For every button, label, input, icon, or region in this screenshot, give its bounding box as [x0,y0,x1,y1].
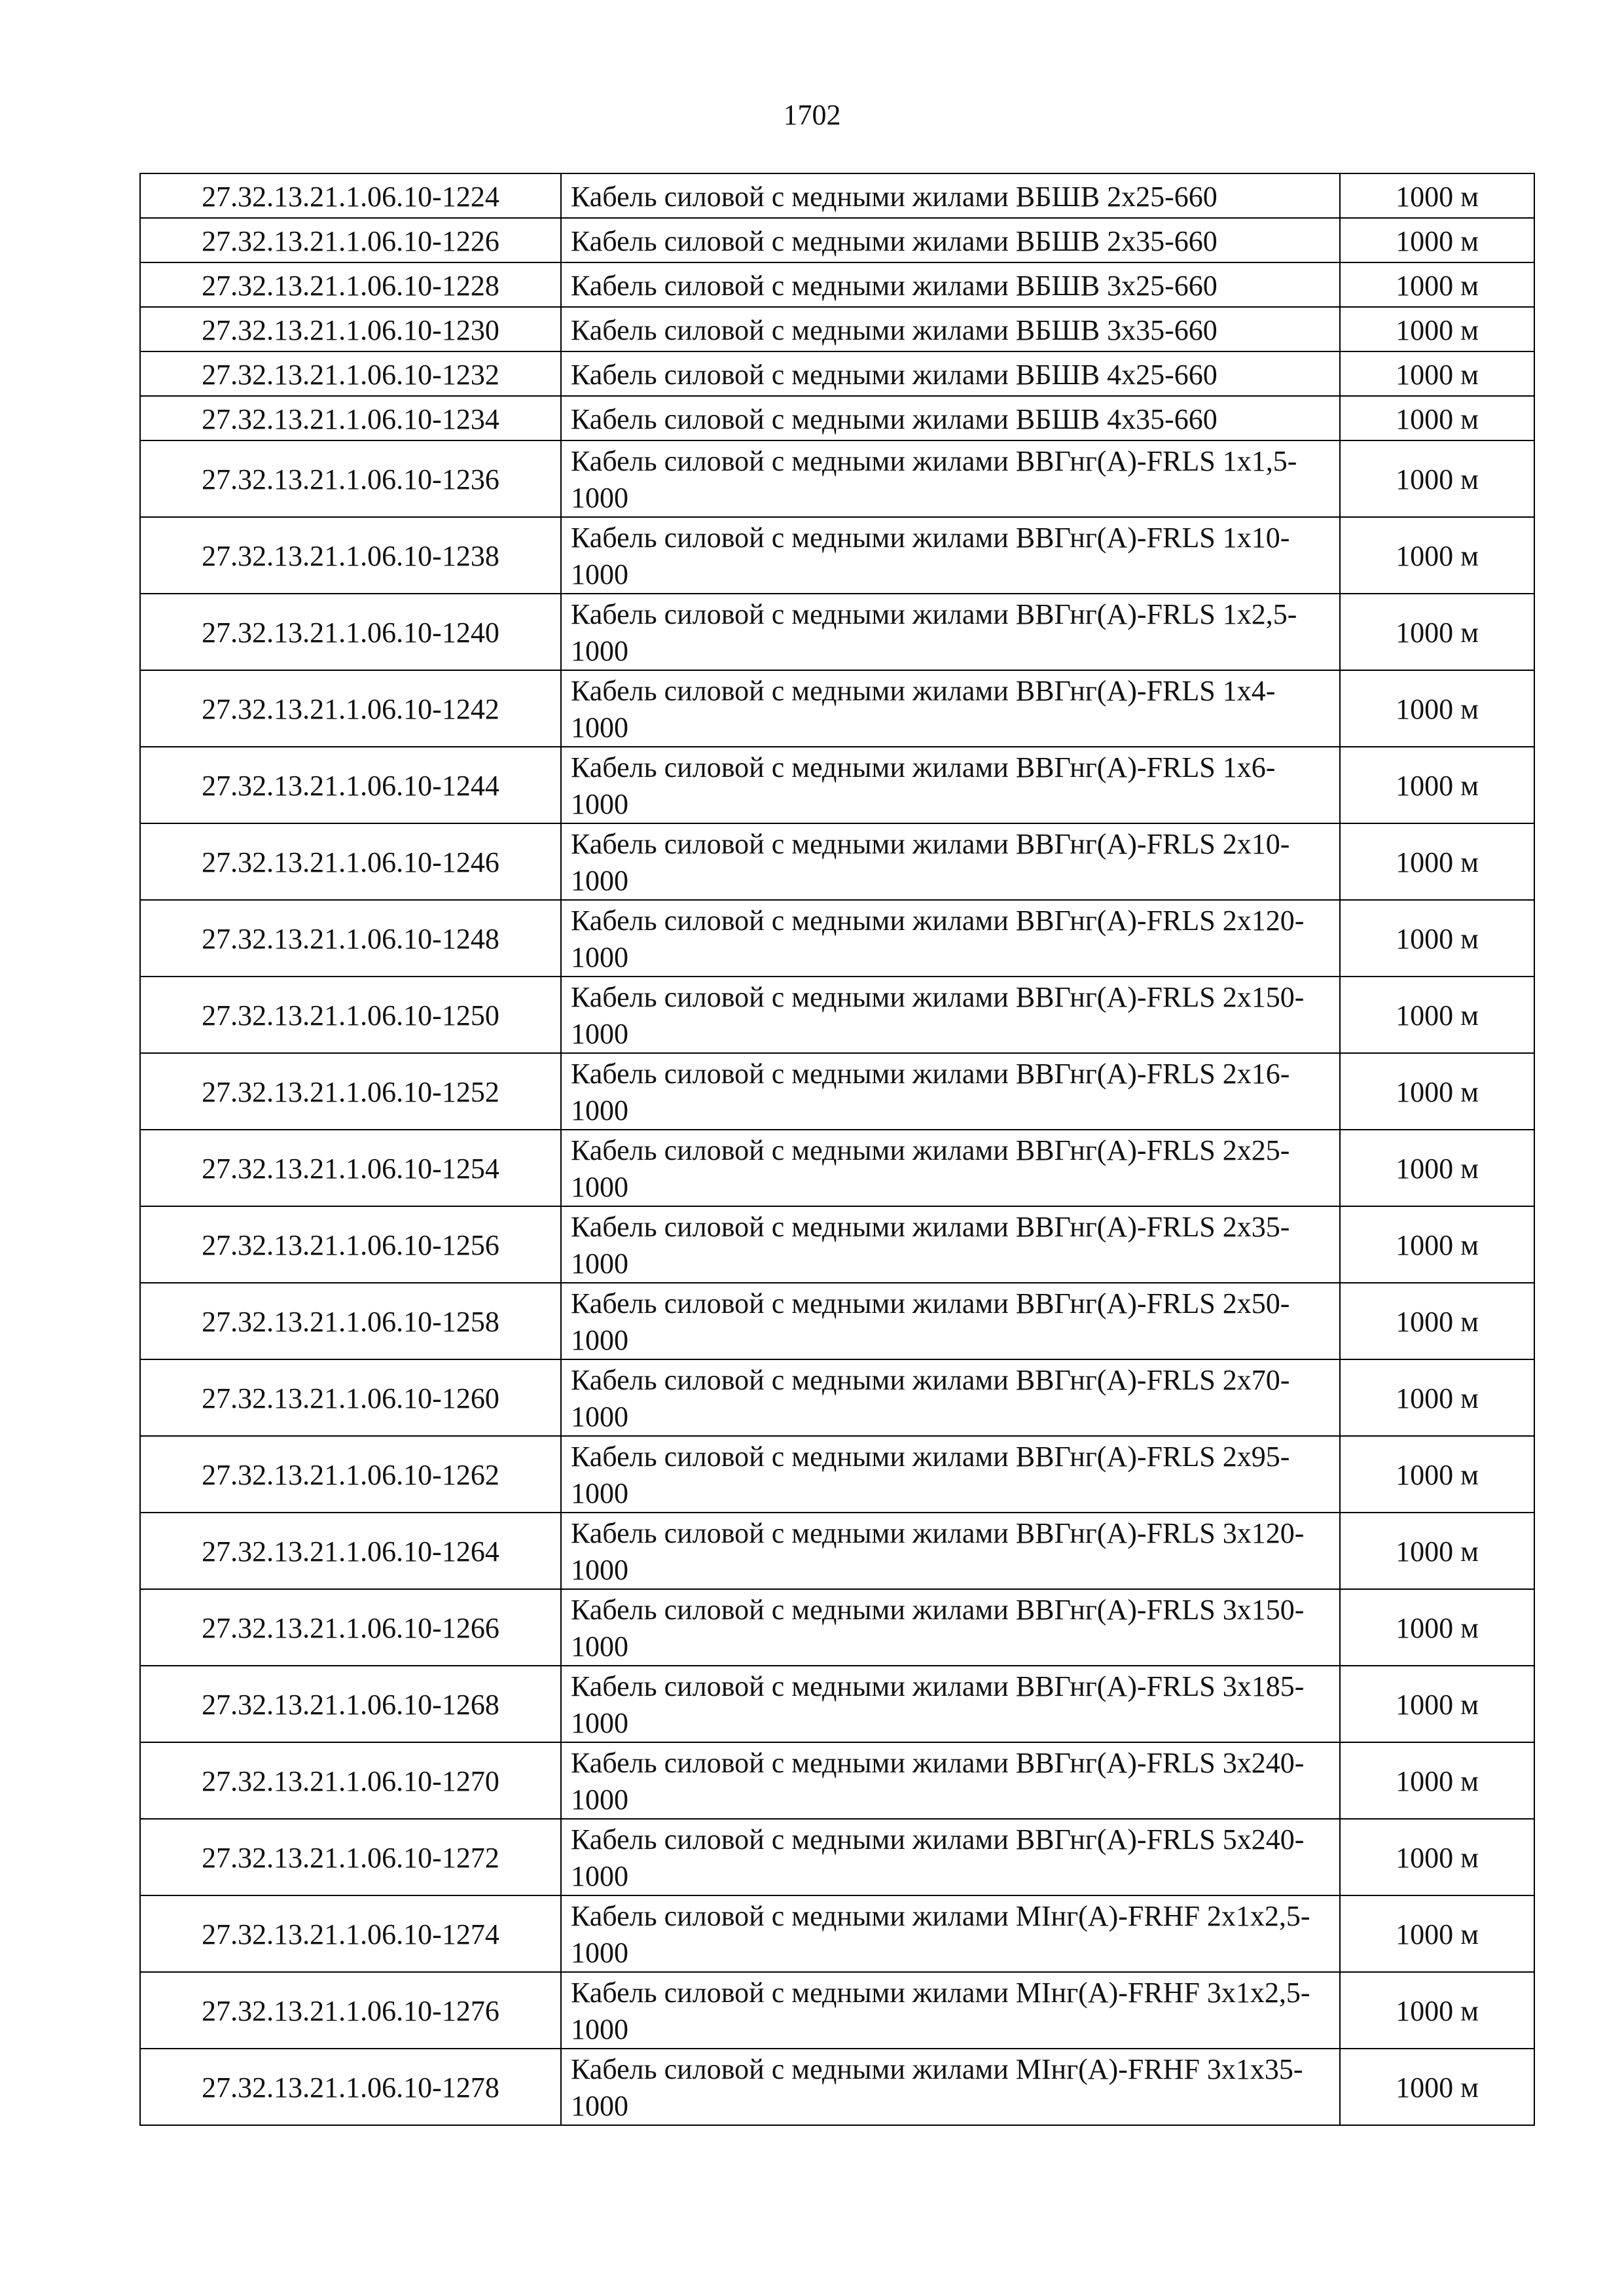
table-row [140,1589,1534,1666]
page-number: 1702 [783,99,841,131]
resource-code: 27.32.13.21.1.06.10-1276 [140,1972,561,2049]
resource-name: Кабель силовой с медными жилами ВВГнг(А)-FRLS 2х95-1000 [561,1436,1340,1513]
table-row [140,670,1534,747]
resource-unit: 1000 м [1340,396,1534,440]
resource-name: Кабель силовой с медными жилами ВВГнг(А)-FRLS 2х25-1000 [561,1130,1340,1206]
resource-unit: 1000 м [1340,218,1534,262]
resource-unit: 1000 м [1340,823,1534,900]
resource-code: 27.32.13.21.1.06.10-1230 [140,307,561,351]
table-row [140,1819,1534,1895]
resource-code: 27.32.13.21.1.06.10-1252 [140,1053,561,1130]
table-row [140,396,1534,440]
resource-name: Кабель силовой с медными жилами ВВГнг(А)-FRLS 1х2,5-1000 [561,594,1340,670]
resource-unit: 1000 м [1340,1359,1534,1436]
resource-code: 27.32.13.21.1.06.10-1268 [140,1666,561,1742]
resource-name: Кабель силовой с медными жилами ВБШВ 3х25-660 [561,262,1340,307]
resource-name: Кабель силовой с медными жилами МІнг(А)-FRHF 2х1х2,5-1000 [561,1895,1340,1972]
resource-code: 27.32.13.21.1.06.10-1274 [140,1895,561,1972]
table-row [140,1283,1534,1359]
table-row [140,1359,1534,1436]
resource-unit: 1000 м [1340,1053,1534,1130]
table-row [140,1206,1534,1283]
table-row [140,440,1534,517]
resource-unit: 1000 м [1340,747,1534,823]
resource-table [139,173,1535,2126]
resource-unit: 1000 м [1340,1819,1534,1895]
resource-code: 27.32.13.21.1.06.10-1272 [140,1819,561,1895]
resource-name: Кабель силовой с медными жилами ВВГнг(А)-FRLS 1х4-1000 [561,670,1340,747]
resource-unit: 1000 м [1340,900,1534,977]
resource-unit: 1000 м [1340,1436,1534,1513]
table-row [140,977,1534,1053]
table-row [140,307,1534,351]
resource-code: 27.32.13.21.1.06.10-1258 [140,1283,561,1359]
resource-unit: 1000 м [1340,1206,1534,1283]
resource-unit: 1000 м [1340,1666,1534,1742]
resource-code: 27.32.13.21.1.06.10-1254 [140,1130,561,1206]
resource-code: 27.32.13.21.1.06.10-1250 [140,977,561,1053]
resource-code: 27.32.13.21.1.06.10-1240 [140,594,561,670]
resource-code: 27.32.13.21.1.06.10-1242 [140,670,561,747]
resource-name: Кабель силовой с медными жилами ВВГнг(А)-FRLS 5х240-1000 [561,1819,1340,1895]
resource-code: 27.32.13.21.1.06.10-1244 [140,747,561,823]
resource-name: Кабель силовой с медными жилами ВВГнг(А)-FRLS 2х70-1000 [561,1359,1340,1436]
table-row [140,1972,1534,2049]
table-row [140,594,1534,670]
resource-unit: 1000 м [1340,2049,1534,2125]
resource-name: Кабель силовой с медными жилами ВВГнг(А)-FRLS 3х120-1000 [561,1513,1340,1589]
resource-name: Кабель силовой с медными жилами ВВГнг(А)-FRLS 2х50-1000 [561,1283,1340,1359]
table-row [140,2049,1534,2125]
resource-code: 27.32.13.21.1.06.10-1278 [140,2049,561,2125]
table-row [140,823,1534,900]
table-row [140,262,1534,307]
resource-code: 27.32.13.21.1.06.10-1266 [140,1589,561,1666]
resource-unit: 1000 м [1340,1972,1534,2049]
resource-name: Кабель силовой с медными жилами ВВГнг(А)-FRLS 2х150-1000 [561,977,1340,1053]
resource-code: 27.32.13.21.1.06.10-1234 [140,396,561,440]
resource-name: Кабель силовой с медными жилами ВБШВ 2х35-660 [561,218,1340,262]
resource-unit: 1000 м [1340,1895,1534,1972]
table-row [140,218,1534,262]
resource-code: 27.32.13.21.1.06.10-1232 [140,351,561,396]
resource-code: 27.32.13.21.1.06.10-1262 [140,1436,561,1513]
resource-name: Кабель силовой с медными жилами ВБШВ 2х25-660 [561,173,1340,218]
table-row [140,1895,1534,1972]
table-row [140,517,1534,594]
resource-name: Кабель силовой с медными жилами ВВГнг(А)-FRLS 1х1,5-1000 [561,440,1340,517]
resource-unit: 1000 м [1340,440,1534,517]
resource-code: 27.32.13.21.1.06.10-1238 [140,517,561,594]
resource-code: 27.32.13.21.1.06.10-1256 [140,1206,561,1283]
resource-unit: 1000 м [1340,1742,1534,1819]
resource-name: Кабель силовой с медными жилами ВБШВ 4х25-660 [561,351,1340,396]
resource-name: Кабель силовой с медными жилами ВБШВ 3х35-660 [561,307,1340,351]
resource-unit: 1000 м [1340,670,1534,747]
resource-name: Кабель силовой с медными жилами МІнг(А)-FRHF 3х1х35-1000 [561,2049,1340,2125]
resource-unit: 1000 м [1340,1589,1534,1666]
resource-unit: 1000 м [1340,517,1534,594]
resource-code: 27.32.13.21.1.06.10-1264 [140,1513,561,1589]
resource-code: 27.32.13.21.1.06.10-1248 [140,900,561,977]
resource-unit: 1000 м [1340,307,1534,351]
resource-code: 27.32.13.21.1.06.10-1228 [140,262,561,307]
table-row [140,1130,1534,1206]
resource-unit: 1000 м [1340,262,1534,307]
resource-name: Кабель силовой с медными жилами МІнг(А)-FRHF 3х1х2,5-1000 [561,1972,1340,2049]
resource-name: Кабель силовой с медными жилами ВВГнг(А)-FRLS 2х16-1000 [561,1053,1340,1130]
resource-name: Кабель силовой с медными жилами ВВГнг(А)-FRLS 3х240-1000 [561,1742,1340,1819]
resource-name: Кабель силовой с медными жилами ВВГнг(А)-FRLS 3х150-1000 [561,1589,1340,1666]
resource-unit: 1000 м [1340,351,1534,396]
table-row [140,1513,1534,1589]
resource-unit: 1000 м [1340,594,1534,670]
table-row [140,900,1534,977]
table-row [140,351,1534,396]
resource-unit: 1000 м [1340,1130,1534,1206]
resource-name: Кабель силовой с медными жилами ВВГнг(А)-FRLS 1х10-1000 [561,517,1340,594]
resource-code: 27.32.13.21.1.06.10-1260 [140,1359,561,1436]
resource-unit: 1000 м [1340,1513,1534,1589]
table-row [140,1053,1534,1130]
resource-code: 27.32.13.21.1.06.10-1226 [140,218,561,262]
resource-table-body [140,173,1534,2125]
resource-name: Кабель силовой с медными жилами ВВГнг(А)-FRLS 2х10-1000 [561,823,1340,900]
table-row [140,1666,1534,1742]
table-row [140,1436,1534,1513]
resource-name: Кабель силовой с медными жилами ВВГнг(А)-FRLS 3х185-1000 [561,1666,1340,1742]
resource-name: Кабель силовой с медными жилами ВВГнг(А)-FRLS 2х120-1000 [561,900,1340,977]
resource-unit: 1000 м [1340,977,1534,1053]
resource-code: 27.32.13.21.1.06.10-1236 [140,440,561,517]
resource-unit: 1000 м [1340,173,1534,218]
resource-code: 27.32.13.21.1.06.10-1224 [140,173,561,218]
resource-code: 27.32.13.21.1.06.10-1246 [140,823,561,900]
table-row [140,173,1534,218]
resource-code: 27.32.13.21.1.06.10-1270 [140,1742,561,1819]
resource-unit: 1000 м [1340,1283,1534,1359]
table-row [140,747,1534,823]
resource-name: Кабель силовой с медными жилами ВВГнг(А)-FRLS 1х6-1000 [561,747,1340,823]
table-row [140,1742,1534,1819]
resource-name: Кабель силовой с медными жилами ВВГнг(А)-FRLS 2х35-1000 [561,1206,1340,1283]
resource-name: Кабель силовой с медными жилами ВБШВ 4х35-660 [561,396,1340,440]
